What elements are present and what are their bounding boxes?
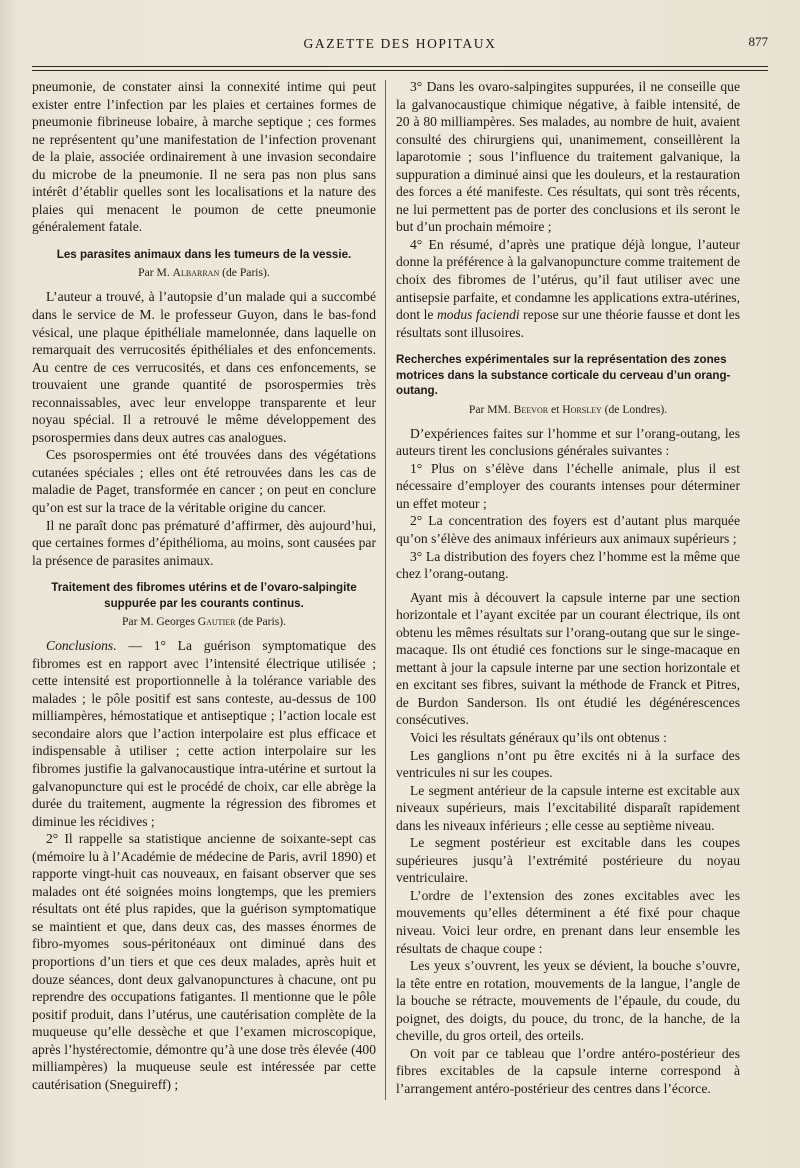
paragraph: Les yeux s’ouvrent, les yeux se dévient, la bouche s’ouvre, la tête entre en rotation, mouvements de la langue, l’angle de la bouche se rétracte, mouvements de l’épaule, du coude, du poignet, des doigts, du pouce, du tronc, de la hanche, de la cheville, du gros orteil, des orteils. [396,958,740,1044]
paragraph: 1° Plus on s’élève dans l’échelle animale, plus il est nécessaire d’employer des courants intenses pour déterminer un effet moteur ; [396,460,740,511]
paragraph: 3° La distribution des foyers chez l’homme est la même que chez l’orang-outang. [396,548,740,582]
journal-title: GAZETTE DES HOPITAUX [303,36,497,51]
paragraph: Les ganglions n’ont pu être excités ni à la surface des ventricules ni sur les coupes. [396,747,740,781]
article-title-recherches: Recherches expérimentales sur la représentation des zones motrices dans la substance corticale du cerveau d’un orang-outang. [396,353,731,398]
paragraph: 3° Dans les ovaro-salpingites suppurées, il ne conseille que la galvanocaustique chimique négative, à faible intensité, de 20 à 80 milliampères. Ses malades, au nombre de huit, avaient consulté des chirurgiens qui, unanimement, conseillèrent la laparotomie ; sous l’influence du traitement galvanique, la suppuration a diminué ainsi que les douleurs, et la restauration des forces a été manifeste. Ces résultats, qui sont très récents, ne lui permettent pas de porter des conclusions et ils seront le but d’un prochain mémoire ; [396,79,740,235]
header-rule-thin [32,70,768,71]
paragraph: L’auteur a trouvé, à l’autopsie d’un malade qui a succombé dans le service de M. le professeur Guyon, dans le bas-fond vésical, une plaque épithéliale mamelonnée, dans laquelle on remarquait des verrucosités épithéliales et des enfoncements. Au centre de ces verrucosités, et dans ces enfoncements, se trouvaient une grande quantité de psorospermies très reconnaissables, avec leur enveloppe transparente et leur noyau spécial. Il a retrouvé le même développement des psorospermies dans deux autres cas analogues. [32,289,376,445]
right-column [396,78,740,1097]
author-name: Albarran [172,266,220,280]
paragraph: Le segment postérieur est excitable dans les coupes supérieures jusqu’à l’extrémité postérieure du noyau ventriculaire. [396,835,740,886]
conclusions-label: Conclusions. [46,638,117,654]
paragraph: 2° Il rappelle sa statistique ancienne de soixante-sept cas (mémoire lu à l’Académie de médecine de Paris, avril 1890) et rapporte vingt-huit cas nouveaux, en faisant observer que ses malades ont été soignées moins longtemps, que les premiers résultats ont été plus rapides, que la guérison symptomatique se maintient et que, dans deux cas, des masses énormes de fibro-myomes sous-péritonéaux ont diminué dans des proportions d’un tiers et que ces deux malades, après huit et douze séances, dont deux galvanopunctures à chacune, ont pu reprendre des occupations fatigantes. Il mentionne que le pôle positif produit, dans l’utérus, une cautérisation complète de la muqueuse qu’elle dessèche et que l’examen microscopique, après l’hystérectomie, démontre qu’à une dose très élevée (400 milliampères) la muqueuse seule est intéressée par cette cautérisation (Sneguireff) ; [32,831,376,1092]
page-header [30,36,770,60]
paragraph: 4° En résumé, d’après une pratique déjà longue, l’auteur donne la préférence à la galvanopuncture comme traitement de choix des fibromes de l’utérus, qu’il faut utiliser avec une antisepsie parfaite, et condamne les applications extra-utérines, dont le modus faciendi repose sur une théorie fausse et dont les résultats sont illusoires. [396,236,741,340]
page-number: 877 [748,34,768,49]
article-title-fibromes: Traitement des fibromes utérins et de l’ovaro-salpingite suppurée par les courants continus. [51,581,357,610]
byline-albarran: Par M. Albarran (de Paris). [138,266,270,280]
header-rule-thick [32,66,768,67]
paragraph: Ayant mis à découvert la capsule interne par une section horizontale et l’ayant excitée par un courant électrique, ils ont obtenu les mêmes résultats sur l’orang-outang que sur le singe-macaque. Ils ont étudié ces fonctions sur le singe-macaque en mettant à jour la capsule interne par une section horizontale et en excitant ses fibres, suivant la méthode de Franck et Pitres, de Burdon Sanderson. Ils ont étudié les dégénérescences consécutives. [396,589,740,728]
byline-beevor-horsley: Par MM. Beevor et Horsley (de Londres). [468,402,668,416]
author-name: Gautier [197,615,236,629]
byline-gautier: Par M. Georges Gautier (de Paris). [121,615,287,629]
paragraph-conclusions: Conclusions. — 1° La guérison symptomatique des fibromes est en rapport avec l’intensité électrique utilisée ; cette intensité est proportionnelle à la tolérance variable des malades ; le pôle positif est sans conteste, au-dessus de 100 milliampères, hémostatique et antiseptique ; l’action locale est secondaire alors que l’action interpolaire est plus efficace et indispensable à utiliser ; cette action interpolaire sur les fibromes justifie la galvanocaustique intra-utérine et surtout la galvanopuncture qui est le procédé de choix, car elle abrège la durée du traitement, augmente la régression des fibromes et diminue les récidives ; [32,638,376,829]
paragraph: 2° La concentration des foyers est d’autant plus marquée qu’on s’élève des animaux inférieurs aux animaux supérieurs ; [396,513,740,546]
intro-paragraph: pneumonie, de constater ainsi la connexité intime qui peut exister entre l’infection par les plaies et certaines formes de pneumonie fibrineuse lobaire, à marche septique ; ces formes ne représentent qu’une manifestation de l’infection provenant de la plaie, associée ordinairement à une invasion secondaire du microbe de la pneumonie. Il ne sera pas non plus sans intérêt d’établir quelles sont les localisations et la nature des plaies qui menacent le poumon de cette pneumonie généralement fatale. [32,79,376,235]
paragraph: L’ordre de l’extension des zones excitables avec les mouvements qu’elles déterminent a été fixé pour chaque niveau. Voici leur ordre, en prenant dans leur ensemble les résultats de chaque coupe : [396,887,740,956]
italic-phrase: modus faciendi [436,307,520,323]
column-divider [385,80,386,1100]
paragraph: Le segment antérieur de la capsule interne est excitable aux niveaux supérieurs, mais l’excitabilité disparaît rapidement dans les niveaux inférieurs ; elle cesse au septième niveau. [396,782,740,833]
author-name: Horsley [562,402,602,416]
left-column [32,78,376,1093]
paragraph: Ces psorospermies ont été trouvées dans des végétations cutanées spéciales ; elles ont été retrouvées dans les cas de maladie de Paget, transformée en cancer ; on peut en conclure qu’on est sur la trace de la véritable origine du cancer. [32,447,376,515]
paragraph: Voici les résultats généraux qu’ils ont obtenus : [410,730,667,745]
article-title-parasites: Les parasites animaux dans les tumeurs de la vessie. [56,247,352,261]
paragraph: D’expériences faites sur l’homme et sur l’orang-outang, les auteurs tirent les conclusions générales suivantes : [396,425,740,459]
author-name: Beevor [513,402,549,416]
paragraph: On voit par ce tableau que l’ordre antéro-postérieur des fibres excitables de la capsule interne correspond à l’arrangement antéro-postérieur des centres dans l’écorce. [396,1045,740,1096]
paragraph: Il ne paraît donc pas prématuré d’affirmer, dès aujourd’hui, que certaines formes d’épithélioma, au moins, sont causées par la présence de parasites animaux. [32,517,376,568]
